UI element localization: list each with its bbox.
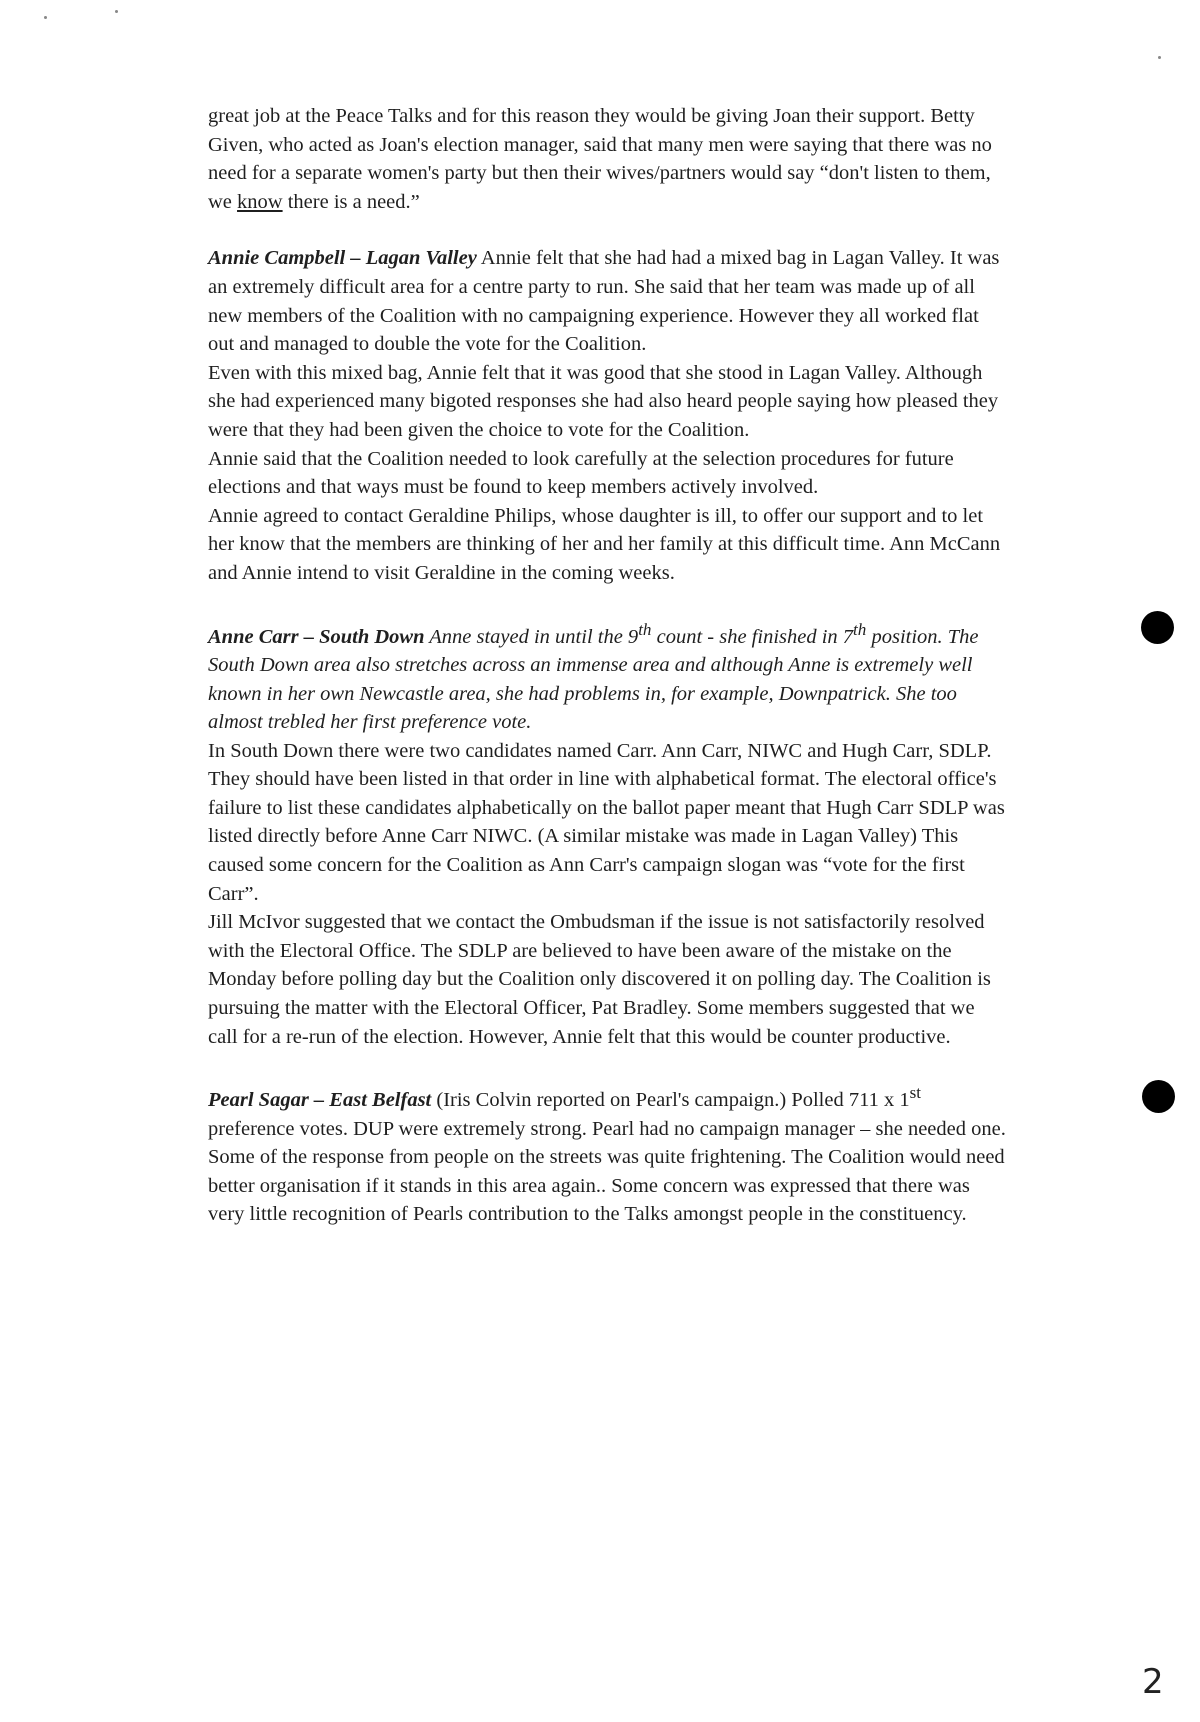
paragraph-joan-support	[208, 102, 1008, 216]
paragraph-gap	[208, 588, 1008, 616]
paragraph-mixed-bag: Even with this mixed bag, Annie felt that it was good that she stood in Lagan Valley. Although she had experienced many bigoted responses she had also heard people saying how pleased they were that they had been given the choice to vote for the Coalition.	[208, 361, 999, 441]
paragraph-annie-campbell	[208, 244, 1008, 358]
paragraph-two-carr-candidates: In South Down there were two candidates named Carr. Ann Carr, NIWC and Hugh Carr, SDLP. They should have been listed in that order in line with alphabetical format. The electoral office's failure to list these candidates alphabetically on the ballot paper meant that Hugh Carr SDLP was listed directly before Anne Carr NIWC. (A similar mistake was made in Lagan Valley) This caused some concern for the Coalition as Ann Carr's campaign slogan was “vote for the first Carr”.	[208, 739, 1005, 905]
section-heading-pearl-sagar: Pearl Sagar – East Belfast	[208, 1089, 432, 1112]
scan-speck	[44, 16, 47, 19]
paragraph-text: preference votes. DUP were extremely strong. Pearl had no campaign manager – she needed one. Some of the response from people on the streets was quite frightening. The Coalition would need better organisation if it stands in this area again.. Some concern was expressed that there was very little recognition of Pearls contribution to the Talks amongst people in the constituency.	[208, 1117, 1006, 1226]
bullet-dot	[1141, 611, 1174, 644]
paragraph-text: position. The South Down area also stretches across an immense area and although Anne is extremely well known in her own Newcastle area, she had problems in, for example, Downpatrick. She too almost trebled her first preference vote.	[208, 625, 979, 734]
paragraph-text: Anne stayed in until the 9	[424, 625, 639, 648]
superscript-st: st	[909, 1083, 921, 1103]
superscript-th: th	[638, 619, 652, 639]
paragraph-ombudsman: Jill McIvor suggested that we contact the Ombudsman if the issue is not satisfactorily resolved with the Electoral Office. The SDLP are believed to have been aware of the mistake on the Monday before polling day but the Coalition only discovered it on polling day. The Coalition is pursuing the matter with the Electoral Officer, Pat Bradley. Some members suggested that we call for a re-run of the election. However, Annie felt that this would be counter productive.	[208, 911, 991, 1048]
paragraph-text: great job at the Peace Talks and for this reason they would be giving Joan their support. Betty Given, who acted as Joan's election manager, said that many men were saying that there was no need for a separate women's party but then their wives/partners would say “don't listen to them, we	[208, 105, 992, 213]
paragraph-geraldine-philips: Annie agreed to contact Geraldine Philips, whose daughter is ill, to offer our support and to let her know that the members are thinking of her and her family at this difficult time. Ann McCann and Annie intend to visit Geraldine in the coming weeks.	[208, 504, 1001, 584]
scan-speck	[115, 10, 118, 13]
bullet-dot	[1142, 1080, 1175, 1113]
paragraph-anne-carr	[208, 616, 1008, 737]
paragraph-text: count - she finished in 7	[651, 625, 854, 648]
superscript-th: th	[853, 619, 867, 639]
paragraph-text: (Iris Colvin reported on Pearl's campaign.) Polled 711 x 1	[431, 1089, 910, 1112]
paragraph-selection-procedures: Annie said that the Coalition needed to look carefully at the selection procedures for future elections and that ways must be found to keep members actively involved.	[208, 447, 954, 499]
document-body	[208, 102, 1008, 1229]
scan-speck	[1158, 56, 1161, 59]
section-heading-annie-campbell: Annie Campbell – Lagan Valley	[208, 247, 477, 270]
paragraph-pearl-sagar	[208, 1079, 1008, 1229]
paragraph-text: Annie felt that she had had a mixed bag in Lagan Valley. It was an extremely difficult area for a centre party to run. She said that her team was made up of all new members of the Coalition with no campaigning experience. However they all worked flat out and managed to double the vote for the Coalition.	[208, 247, 1000, 356]
section-heading-anne-carr: Anne Carr – South Down	[208, 625, 425, 648]
page-number: 2	[1142, 1662, 1164, 1702]
paragraph-text-end: there is a need.”	[282, 190, 420, 213]
underlined-word: know	[237, 190, 283, 213]
paragraph-gap	[208, 1051, 1008, 1079]
paragraph-gap	[208, 216, 1008, 244]
